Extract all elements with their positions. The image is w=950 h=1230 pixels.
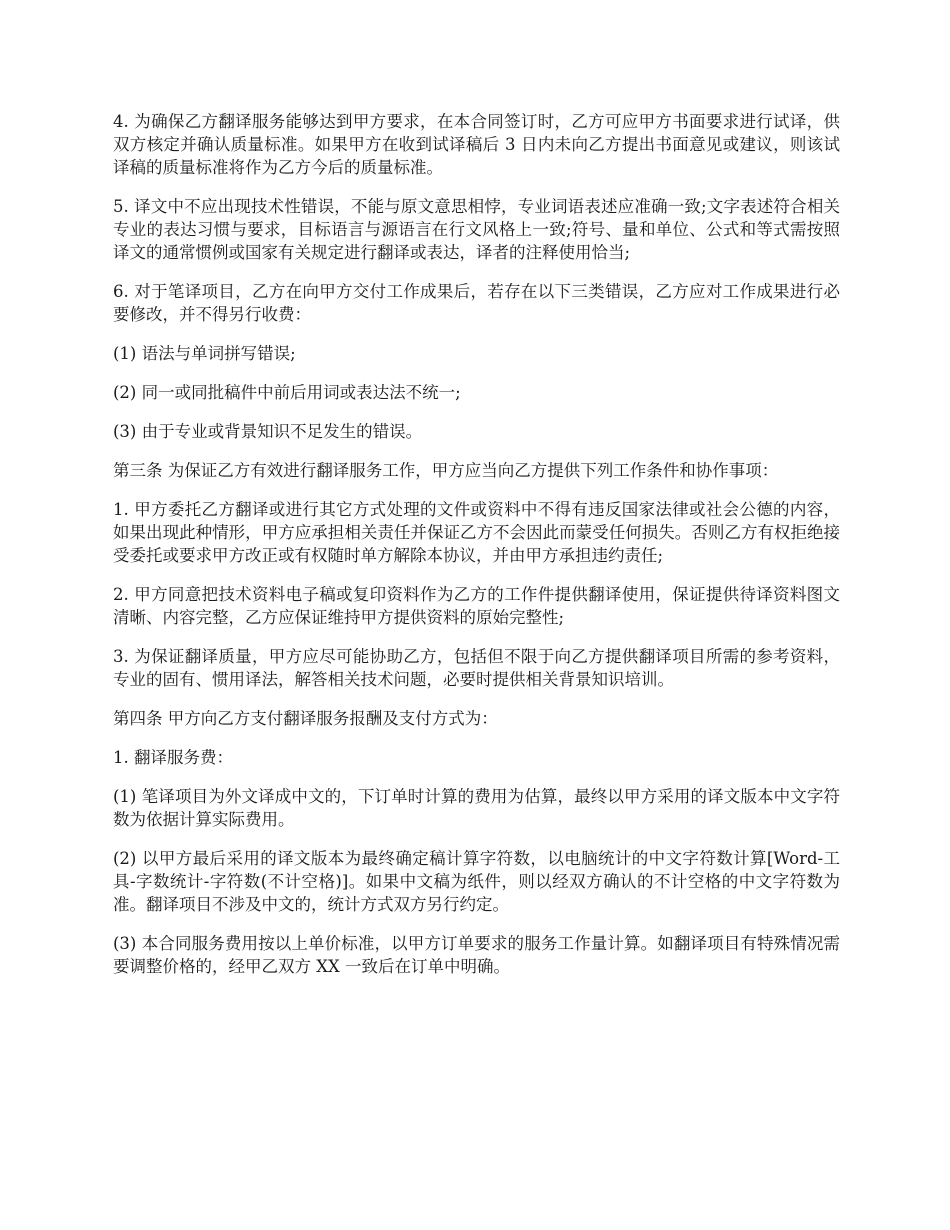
paragraph-source-materials: 2. 甲方同意把技术资料电子稿或复印资料作为乙方的工作件提供翻译使用，保证提供待译资料图文清晰、内容完整，乙方应保证维持甲方提供资料的原始完整性; [113, 585, 840, 627]
paragraph-trial-translation: 4. 为确保乙方翻译服务能够达到甲方要求，在本合同签订时，乙方可应甲方书面要求进行试译，供双方核定并确认质量标准。如果甲方在收到试译稿后 3 日内未向乙方提出书面意见或建议，则该试译稿的质量标准将作为乙方今后的质量标准。 [113, 112, 840, 177]
paragraph-legal-content: 1. 甲方委托乙方翻译或进行其它方式处理的文件或资料中不得有违反国家法律或社会公德的内容，如果出现此种情形，甲方应承担相关责任并保证乙方不会因此而蒙受任何损失。否则乙方有权拒绝接受委托或要求甲方改正或有权随时单方解除本协议，并由甲方承担违约责任; [113, 500, 840, 565]
list-item-knowledge-errors: (3) 由于专业或背景知识不足发生的错误。 [113, 422, 423, 441]
paragraph-translation-quality: 5. 译文中不应出现技术性错误，不能与原文意思相悖，专业词语表述应准确一致;文字表述符合相关专业的表达习惯与要求，目标语言与源语言在行文风格上一致;符号、量和单位、公式和等式需按照译文的通常惯例或国家有关规定进行翻译或表达，译者的注释使用恰当; [113, 197, 840, 262]
list-item-character-count: (2) 以甲方最后采用的译文版本为最终确定稿计算字符数，以电脑统计的中文字符数计算[Word-工具-字数统计-字符数(不计空格)]。如果中文稿为纸件，则以经双方确认的不计空格的中文字符数为准。翻译项目不涉及中文的，统计方式双方另行约定。 [113, 849, 840, 914]
list-item-inconsistency: (2) 同一或同批稿件中前后用词或表达法不统一; [113, 383, 461, 402]
article-three-heading: 第三条 为保证乙方有效进行翻译服务工作，甲方应当向乙方提供下列工作条件和协作事项： [113, 461, 779, 480]
article-four-heading: 第四条 甲方向乙方支付翻译服务报酬及支付方式为： [113, 709, 498, 728]
paragraph-reference-support: 3. 为保证翻译质量，甲方应尽可能协助乙方，包括但不限于向乙方提供翻译项目所需的参考资料，专业的固有、惯用译法，解答相关技术问题，必要时提供相关背景知识培训。 [113, 647, 840, 689]
list-item-grammar-errors: (1) 语法与单词拼写错误; [113, 344, 296, 363]
list-item-fee-estimate: (1) 笔译项目为外文译成中文的，下订单时计算的费用为估算，最终以甲方采用的译文版本中文字符数为依据计算实际费用。 [113, 787, 840, 829]
section-service-fee: 1. 翻译服务费： [113, 748, 233, 767]
list-item-unit-price: (3) 本合同服务费用按以上单价标准，以甲方订单要求的服务工作量计算。如翻译项目有特殊情况需要调整价格的，经甲乙双方 XX 一致后在订单中明确。 [113, 934, 840, 976]
document-page [113, 110, 840, 994]
paragraph-error-correction: 6. 对于笔译项目，乙方在向甲方交付工作成果后，若存在以下三类错误，乙方应对工作成果进行必要修改，并不得另行收费： [113, 282, 840, 324]
